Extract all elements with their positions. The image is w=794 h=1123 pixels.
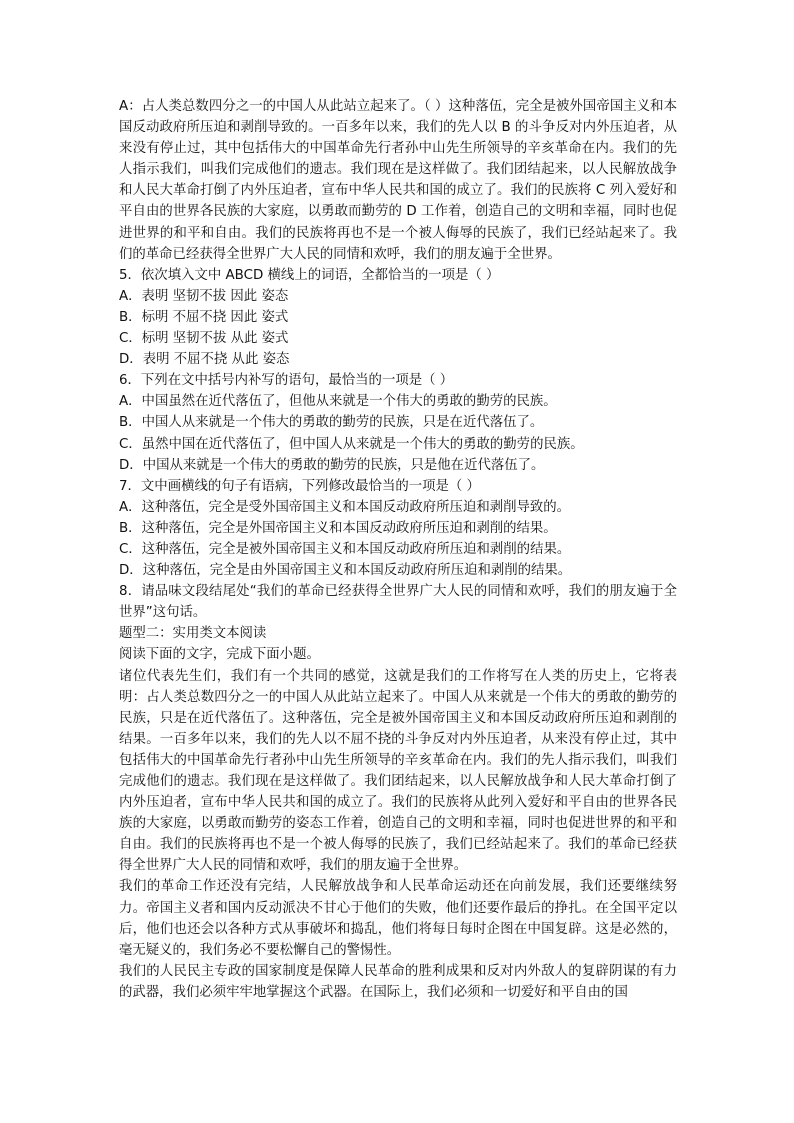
question-5 xyxy=(119,265,677,370)
option-d: D．表明 不屈不挠 从此 姿态 xyxy=(119,352,290,368)
question-6 xyxy=(119,370,677,475)
option-a: A．这种落伍，完全是受外国帝国主义和本国反动政府所压迫和剥削导致的。 xyxy=(119,499,571,515)
document-page xyxy=(119,96,677,1003)
option-b: B．中国人从来就是一个伟大的勇敢的勤劳的民族，只是在近代落伍了。 xyxy=(119,415,544,431)
question-stem: 8．请品味文段结尾处“我们的革命已经获得全世界广大人民的同情和欢呼，我们的朋友遍于全世界”这句话。 xyxy=(119,584,677,621)
question-stem: 7．文中画横线的句子有语病，下列修改最恰当的一项是（ ） xyxy=(119,478,480,494)
section-instruction: 阅读下面的文字，完成下面小题。 xyxy=(119,647,320,663)
speech-paragraph-2: 我们的革命工作还没有完结，人民解放战争和人民革命运动还在向前发展，我们还要继续努力。帝国主义者和国内反动派决不甘心于他们的失败，他们还要作最后的挣扎。在全国平定以后，他们也还会以各种方式从事破坏和捣乱，他们将每日每时企图在中国复辟。这是必然的，毫无疑义的，我们务必不要松懈自己的警惕性。 xyxy=(119,879,677,958)
option-d: D．中国从来就是一个伟大的勇敢的勤劳的民族，只是他在近代落伍了。 xyxy=(119,457,545,473)
option-c: C．标明 坚韧不拔 从此 姿式 xyxy=(119,331,289,347)
option-c: C．这种落伍，完全是被外国帝国主义和本国反动政府所压迫和剥削的结果。 xyxy=(119,541,571,557)
option-d: D．这种落伍，完全是由外国帝国主义和本国反动政府所压迫和剥削的结果。 xyxy=(119,563,572,579)
question-stem: 5．依次填入文中 ABCD 横线上的词语，全都恰当的一项是（ ） xyxy=(119,267,500,283)
speech-paragraph-3: 我们的人民民主专政的国家制度是保障人民革命的胜利成果和反对内外敌人的复辟阴谋的有力的武器，我们必须牢牢地掌握这个武器。在国际上，我们必须和一切爱好和平自由的国 xyxy=(119,963,677,1000)
question-8 xyxy=(119,581,677,623)
option-b: B．标明 不屈不挠 因此 姿式 xyxy=(119,309,289,325)
option-a: A．表明 坚韧不拔 因此 姿态 xyxy=(119,288,289,304)
option-c: C．虽然中国在近代落伍了，但中国人从来就是一个伟大的勇敢的勤劳的民族。 xyxy=(119,436,584,452)
option-b: B．这种落伍，完全是外国帝国主义和本国反动政府所压迫和剥削的结果。 xyxy=(119,520,557,536)
section-heading: 题型二：实用类文本阅读 xyxy=(119,626,267,642)
option-a: A．中国虽然在近代落伍了，但他从来就是一个伟大的勇敢的勤劳的民族。 xyxy=(119,394,557,410)
passage-a: A：占人类总数四分之一的中国人从此站立起来了。（ ）这种落伍，完全是被外国帝国主义和本国反动政府所压迫和剥削导致的。一百多年以来，我们的先人以 B 的斗争反对内外压迫者，从来没有停止过，其中包括伟大的中国革命先行者孙中山先生所领导的辛亥革命在内。我们的先人指示我们，叫我们完成他们的遗志。我们现在是这样做了。我们团结起来，以人民解放战争和人民大革命打倒了内外压迫者，宣布中华人民共和国的成立了。我们的民族将 C 列入爱好和平自由的世界各民族的大家庭，以勇敢而勤劳的 D 工作着，创造自己的文明和幸福，同时也促进世界的和平和自由。我们的民族将再也不是一个被人侮辱的民族了，我们已经站起来了。我们的革命已经获得全世界广大人民的同情和欢呼，我们的朋友遍于全世界。 xyxy=(119,99,677,262)
question-7 xyxy=(119,476,677,581)
speech-paragraph-1: 诸位代表先生们，我们有一个共同的感觉，这就是我们的工作将写在人类的历史上，它将表明：占人类总数四分之一的中国人从此站立起来了。中国人从来就是一个伟大的勇敢的勤劳的民族，只是在近代落伍了。这种落伍，完全是被外国帝国主义和本国反动政府所压迫和剥削的结果。一百多年以来，我们的先人以不屈不挠的斗争反对内外压迫者，从来没有停止过，其中包括伟大的中国革命先行者孙中山先生所领导的辛亥革命在内。我们的先人指示我们，叫我们完成他们的遗志。我们现在是这样做了。我们团结起来，以人民解放战争和人民大革命打倒了内外压迫者，宣布中华人民共和国的成立了。我们的民族将从此列入爱好和平自由的世界各民族的大家庭，以勇敢而勤劳的姿态工作着，创造自己的文明和幸福，同时也促进世界的和平和自由。我们的民族将再也不是一个被人侮辱的民族了，我们已经站起来了。我们的革命已经获得全世界广大人民的同情和欢呼，我们的朋友遍于全世界。 xyxy=(119,668,677,874)
question-stem: 6．下列在文中括号内补写的语句，最恰当的一项是（ ） xyxy=(119,373,454,389)
